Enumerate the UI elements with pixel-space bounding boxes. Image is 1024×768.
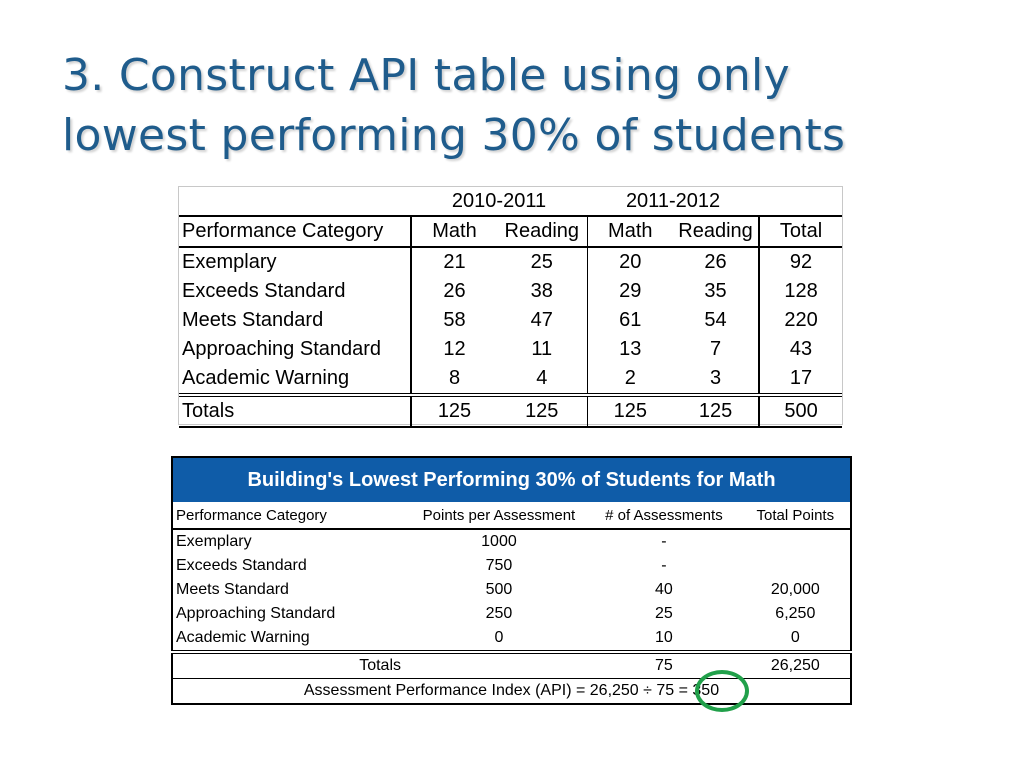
cell-value: 25	[497, 247, 587, 277]
cell-value: 54	[673, 306, 759, 335]
year-header-row	[179, 187, 842, 216]
table-row	[172, 578, 851, 602]
table-banner-row	[172, 457, 851, 502]
table-row	[172, 554, 851, 578]
cell-points: 1000	[481, 533, 517, 550]
cell-total: 125	[673, 395, 759, 427]
cell-value: 38	[497, 277, 587, 306]
col-header-total: Total	[759, 216, 842, 247]
totals-assessments: 75	[587, 652, 740, 679]
grand-total: 500	[759, 395, 842, 427]
lowest-performing-math-table	[171, 456, 852, 705]
cell-value: 26	[443, 280, 466, 302]
cell-value: 21	[443, 251, 466, 273]
row-label: Academic Warning	[179, 364, 411, 395]
cell-total: 43	[789, 338, 813, 360]
cell-total-points: 6,250	[775, 605, 816, 622]
cell-value: 11	[497, 335, 587, 364]
col-header-reading: Reading	[673, 216, 759, 247]
row-label: Exemplary	[179, 247, 411, 277]
table-row	[179, 277, 842, 306]
table-row	[179, 364, 842, 395]
row-label: Approaching Standard	[176, 605, 336, 622]
col-header-category: Performance Category	[172, 502, 411, 529]
cell-value: 47	[497, 306, 587, 335]
col-header-math: Math	[411, 216, 497, 247]
column-header-row	[179, 216, 842, 247]
table-row	[179, 247, 842, 277]
cell-points: 500	[485, 581, 513, 598]
totals-label: Totals	[179, 395, 411, 427]
year-header-2010-2011: 2010-2011	[451, 189, 547, 212]
cell-total-points	[741, 529, 851, 554]
cell-total-points: 0	[790, 629, 800, 646]
cell-assessments: 10	[655, 629, 673, 646]
cell-total: 125	[497, 395, 587, 427]
col-header-math: Math	[587, 216, 673, 247]
cell-assessments: -	[661, 533, 667, 550]
cell-value: 2	[624, 367, 636, 389]
col-header-points: Points per Assessment	[411, 502, 588, 529]
row-label: Approaching Standard	[179, 335, 411, 364]
slide-title-line-2: lowest performing 30% of students	[62, 110, 846, 161]
performance-counts-table	[178, 186, 843, 425]
col-header-category: Performance Category	[179, 216, 411, 247]
col-header-total-points: Total Points	[741, 502, 851, 529]
cell-value: 7	[673, 335, 759, 364]
totals-points: 26,250	[741, 652, 851, 679]
cell-total-points	[741, 554, 851, 578]
table-row	[179, 335, 842, 364]
row-label: Exemplary	[176, 533, 252, 550]
row-label: Exceeds Standard	[179, 277, 411, 306]
blank-cell	[179, 187, 411, 216]
table-row	[179, 306, 842, 335]
totals-row	[179, 395, 842, 427]
table-row	[172, 602, 851, 626]
api-formula-row	[172, 679, 851, 705]
cell-value: 26	[673, 247, 759, 277]
cell-value: 20	[619, 251, 642, 273]
column-header-row	[172, 502, 851, 529]
cell-value: 61	[619, 309, 642, 331]
api-formula: Assessment Performance Index (API) = 26,250 ÷ 75 = 350	[172, 679, 851, 705]
cell-value: 58	[443, 309, 466, 331]
totals-label: Totals	[172, 652, 587, 679]
cell-points: 750	[485, 557, 513, 574]
cell-total-points: 20,000	[770, 581, 820, 598]
cell-value: 8	[448, 367, 461, 389]
cell-value: 3	[673, 364, 759, 395]
cell-assessments: 25	[655, 605, 673, 622]
cell-total: 220	[784, 309, 818, 331]
slide-title-line-1: 3. Construct API table using only	[62, 50, 790, 101]
highlight-circle	[695, 670, 749, 712]
table-row	[172, 626, 851, 652]
cell-assessments: 40	[655, 581, 673, 598]
cell-total: 128	[784, 280, 818, 302]
cell-value: 4	[497, 364, 587, 395]
cell-points: 0	[494, 629, 504, 646]
blank-cell	[759, 187, 842, 216]
cell-assessments: -	[661, 557, 667, 574]
table-banner-title: Building's Lowest Performing 30% of Students for Math	[172, 457, 851, 502]
cell-value: 29	[619, 280, 642, 302]
cell-total: 125	[411, 395, 497, 427]
row-label: Meets Standard	[179, 306, 411, 335]
row-label: Academic Warning	[176, 629, 310, 646]
table-row	[172, 529, 851, 554]
cell-points: 250	[485, 605, 513, 622]
cell-value: 13	[619, 338, 642, 360]
cell-total: 125	[587, 395, 673, 427]
row-label: Exceeds Standard	[176, 557, 307, 574]
totals-row	[172, 652, 851, 679]
cell-value: 35	[673, 277, 759, 306]
year-header-2011-2012: 2011-2012	[625, 189, 721, 212]
row-label: Meets Standard	[176, 581, 289, 598]
cell-total: 92	[789, 251, 813, 273]
col-header-reading: Reading	[497, 216, 587, 247]
slide-title	[62, 46, 1002, 166]
cell-value: 12	[443, 338, 466, 360]
col-header-assessments: # of Assessments	[587, 502, 740, 529]
cell-total: 17	[789, 367, 813, 389]
